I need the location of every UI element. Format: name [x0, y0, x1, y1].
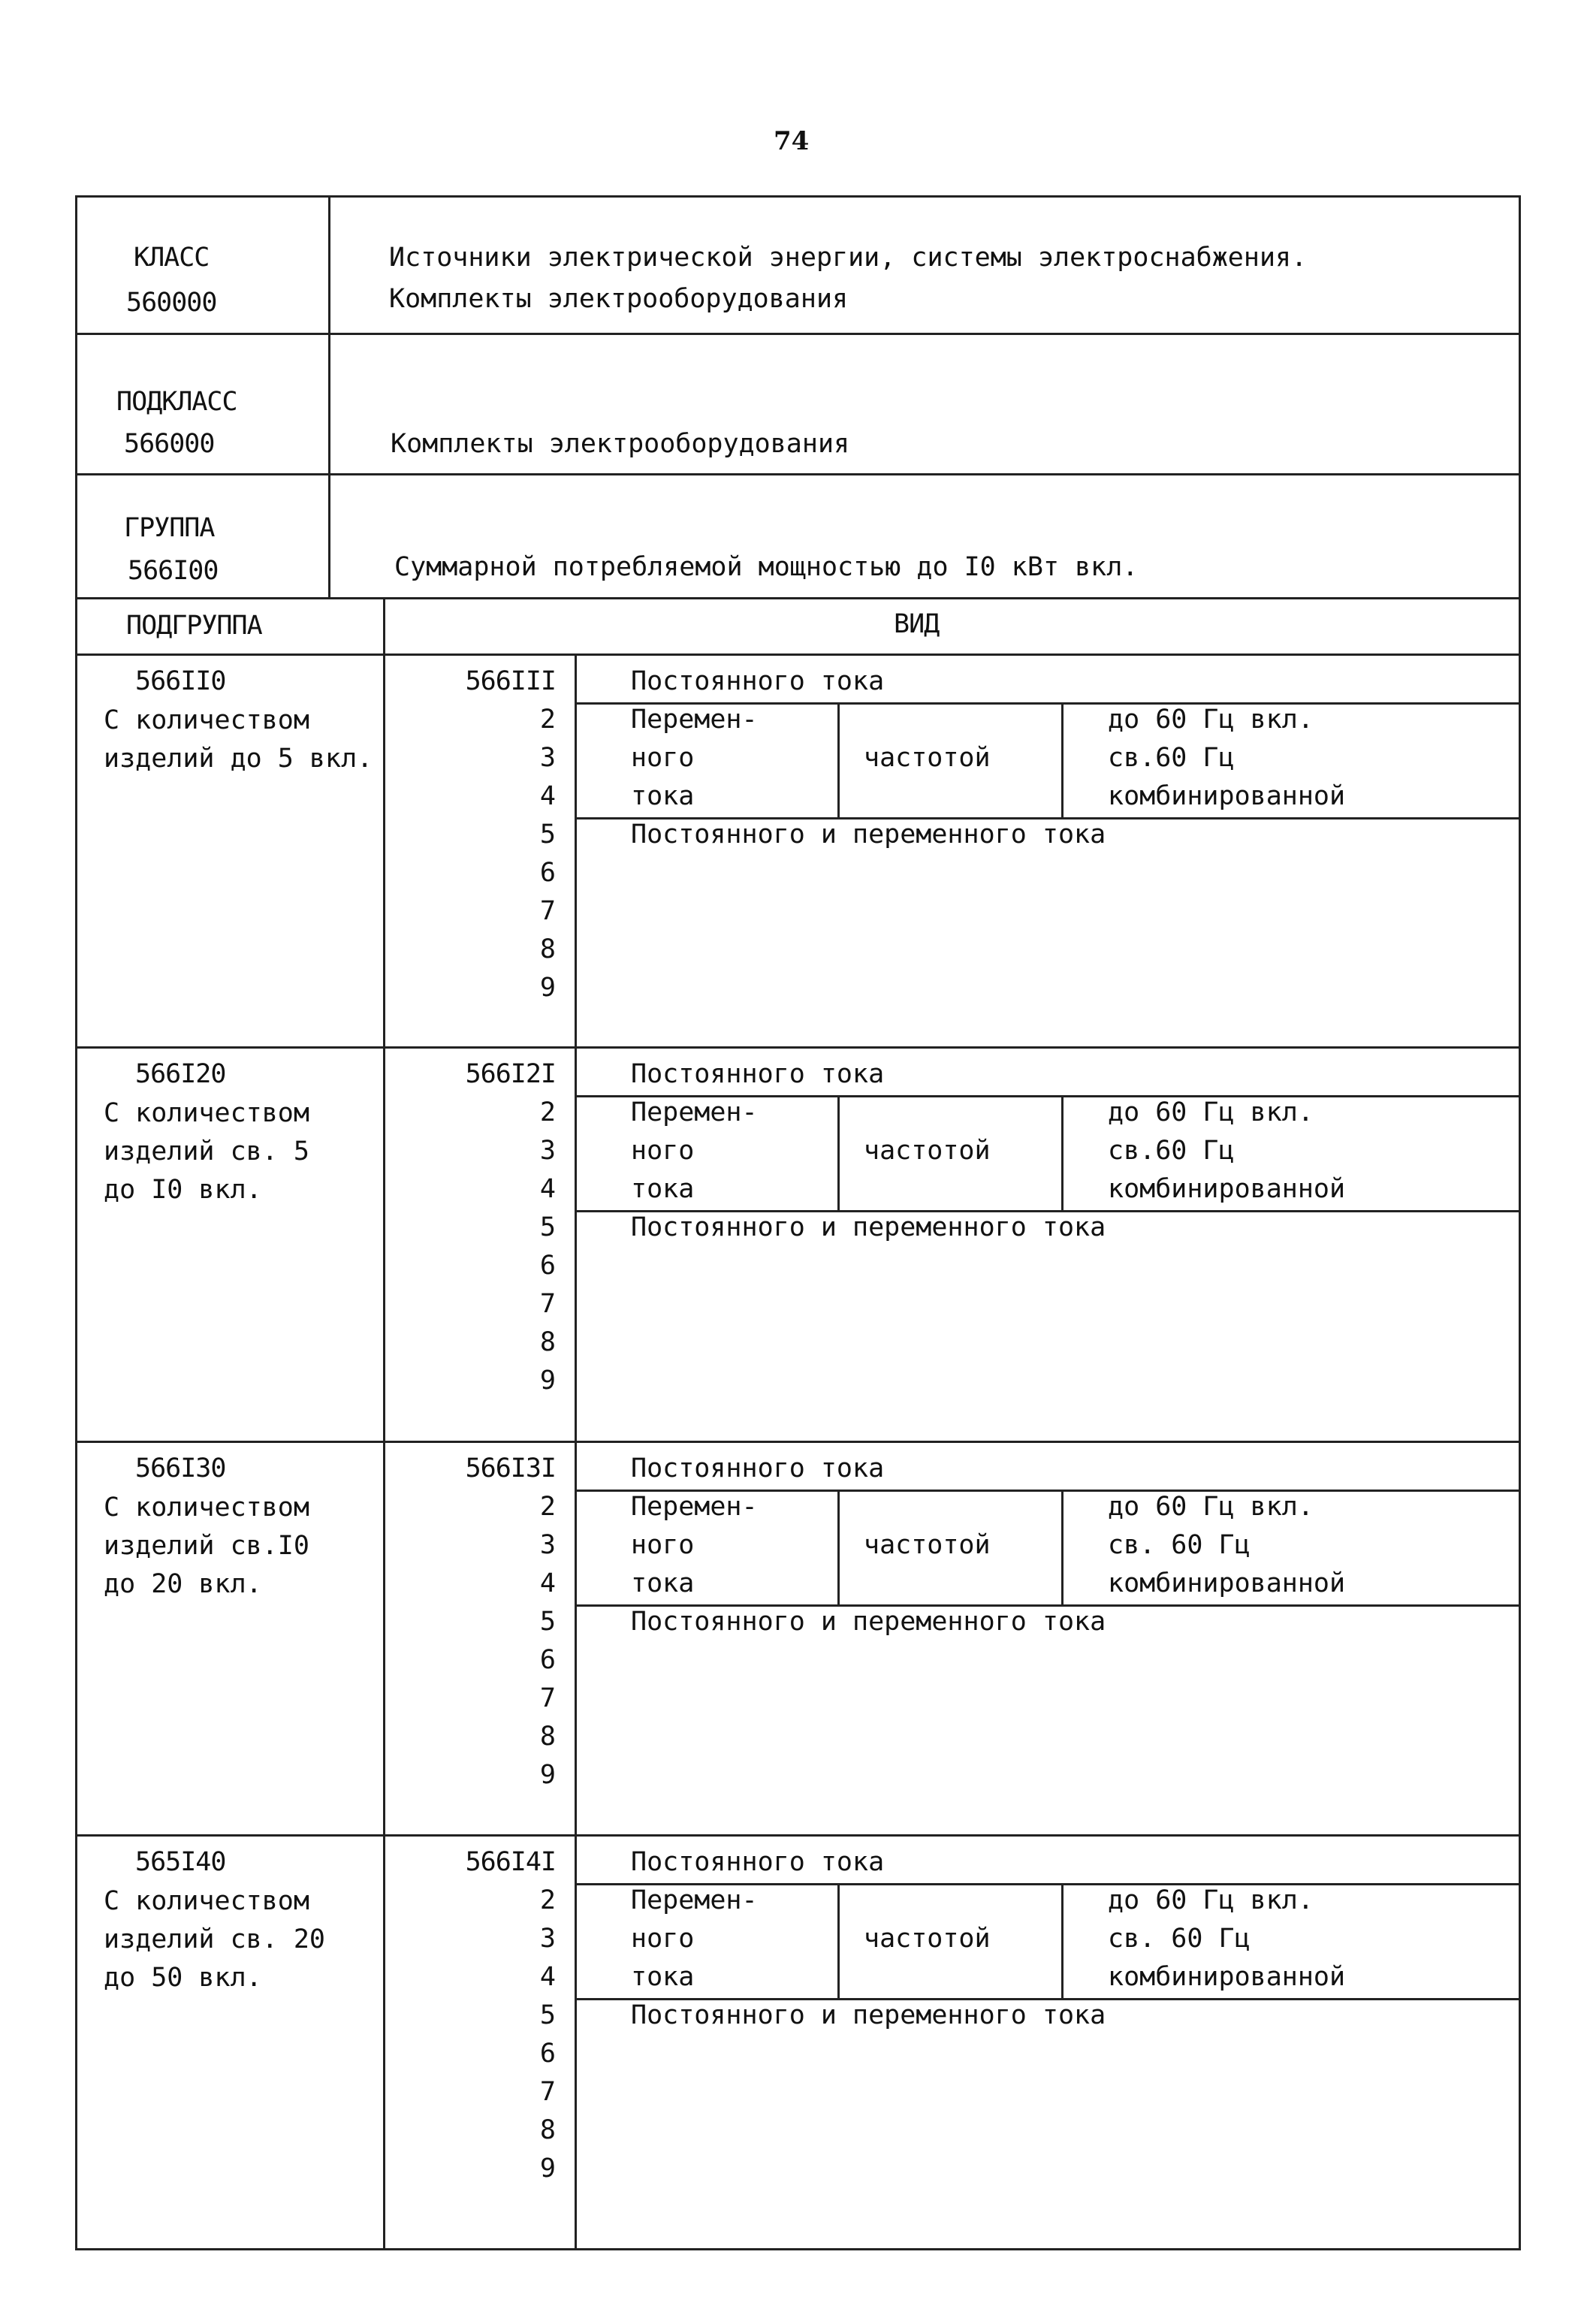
ac-label-line: ного: [631, 1136, 695, 1166]
freq-label: частотой: [864, 1924, 991, 1954]
type-code-suffix: 9: [539, 1760, 556, 1790]
type-code-suffix: 5: [539, 819, 556, 850]
subgroup-code: 565I40: [135, 1847, 226, 1877]
subgroup-description-line: С количеством: [104, 705, 309, 735]
freq-value: до 60 Гц вкл.: [1108, 1885, 1314, 1915]
subgroup-description-line: изделий св. 5: [104, 1136, 309, 1167]
freq-value: св.60 Гц: [1108, 743, 1235, 773]
subgroup-divider: [75, 1046, 1521, 1049]
freq-label: частотой: [864, 1530, 991, 1560]
subgroup-description-line: С количеством: [104, 1886, 309, 1916]
gruppa-text: Суммарной потребляемой мощностью до I0 кВт вкл.: [394, 552, 1139, 582]
type-code-suffix: 4: [539, 1174, 556, 1204]
freq-value: до 60 Гц вкл.: [1108, 1097, 1314, 1127]
dc-label: Постоянного тока: [631, 1847, 885, 1877]
row-divider: [75, 473, 1521, 475]
subgroup-description-line: С количеством: [104, 1493, 309, 1523]
page-number: 74: [774, 126, 810, 156]
ac-label-line: тока: [631, 781, 695, 811]
freq-value: комбинированной: [1108, 1568, 1346, 1598]
type-code-suffix: 4: [539, 1962, 556, 1992]
type-code-suffix: 6: [539, 1645, 556, 1675]
dc-label: Постоянного тока: [631, 1059, 885, 1089]
subgroup-description-line: изделий св.I0: [104, 1531, 309, 1561]
ac-label-line: тока: [631, 1174, 695, 1204]
ac-label-line: Перемен-: [631, 705, 758, 735]
combined-label: Постоянного и переменного тока: [631, 819, 1106, 850]
type-code-suffix: 2: [539, 1097, 556, 1127]
label-column-divider: [328, 195, 330, 597]
type-code-suffix: 2: [539, 705, 556, 735]
type-code-suffix: 8: [539, 2115, 556, 2145]
subgroup-description-line: изделий до 5 вкл.: [104, 744, 373, 774]
ac-label-line: ного: [631, 1924, 695, 1954]
code-column-divider: [575, 653, 577, 2250]
type-code-suffix: 8: [539, 1722, 556, 1752]
subgroup-divider: [75, 1834, 1521, 1837]
header-podgruppa: ПОДГРУППА: [126, 611, 262, 641]
freq-label: частотой: [864, 743, 991, 773]
type-code: 566I4I: [465, 1847, 556, 1877]
type-code-suffix: 7: [539, 896, 556, 926]
type-code-suffix: 3: [539, 1924, 556, 1954]
podklass-text: Комплекты электрооборудования: [391, 429, 850, 459]
type-code-suffix: 3: [539, 743, 556, 773]
combined-label: Постоянного и переменного тока: [631, 2000, 1106, 2030]
type-code-suffix: 3: [539, 1530, 556, 1560]
combined-label: Постоянного и переменного тока: [631, 1212, 1106, 1242]
type-code-suffix: 9: [539, 1366, 556, 1396]
subgroup-description-line: изделий св. 20: [104, 1924, 326, 1954]
type-code-suffix: 6: [539, 2039, 556, 2069]
ac-label-line: Перемен-: [631, 1492, 758, 1522]
type-code-suffix: 6: [539, 1251, 556, 1281]
freq-label: частотой: [864, 1136, 991, 1166]
dc-label: Постоянного тока: [631, 1453, 885, 1484]
ac-column-divider: [837, 1490, 840, 1604]
type-code-suffix: 9: [539, 973, 556, 1003]
type-code-suffix: 9: [539, 2154, 556, 2184]
ac-label-line: тока: [631, 1568, 695, 1598]
row-divider: [75, 333, 1521, 335]
freq-value: св.60 Гц: [1108, 1136, 1235, 1166]
subgroup-code: 566II0: [135, 666, 226, 696]
type-code-suffix: 8: [539, 1327, 556, 1357]
ac-label-line: Перемен-: [631, 1097, 758, 1127]
row-divider: [75, 653, 1521, 656]
type-code-suffix: 8: [539, 934, 556, 964]
freq-column-divider: [1061, 1095, 1063, 1210]
type-code-suffix: 4: [539, 781, 556, 811]
subgroup-description-line: до 50 вкл.: [104, 1963, 262, 1993]
type-code-suffix: 7: [539, 2077, 556, 2107]
subgroup-description-line: С количеством: [104, 1098, 309, 1128]
type-code-suffix: 5: [539, 1212, 556, 1242]
freq-value: св. 60 Гц: [1108, 1924, 1251, 1954]
type-code-suffix: 6: [539, 858, 556, 888]
freq-value: комбинированной: [1108, 781, 1346, 811]
ac-label-line: ного: [631, 743, 695, 773]
type-code-suffix: 3: [539, 1136, 556, 1166]
type-code-suffix: 7: [539, 1289, 556, 1319]
ac-label-line: Перемен-: [631, 1885, 758, 1915]
klass-text-line2: Комплекты электрооборудования: [389, 284, 849, 314]
dc-label: Постоянного тока: [631, 666, 885, 696]
freq-column-divider: [1061, 702, 1063, 817]
ac-column-divider: [837, 702, 840, 817]
podklass-label: ПОДКЛАСС: [116, 387, 237, 417]
ac-label-line: ного: [631, 1530, 695, 1560]
freq-value: до 60 Гц вкл.: [1108, 1492, 1314, 1522]
gruppa-code: 566I00: [128, 556, 219, 586]
freq-column-divider: [1061, 1883, 1063, 1998]
freq-value: комбинированной: [1108, 1962, 1346, 1992]
ac-column-divider: [837, 1883, 840, 1998]
type-code-suffix: 2: [539, 1492, 556, 1522]
type-code-suffix: 5: [539, 2000, 556, 2030]
subgroup-code: 566I30: [135, 1453, 226, 1484]
type-code-suffix: 4: [539, 1568, 556, 1598]
type-code-suffix: 5: [539, 1607, 556, 1637]
subgroup-description-line: до 20 вкл.: [104, 1569, 262, 1599]
gruppa-label: ГРУППА: [124, 513, 215, 543]
subgroup-divider: [75, 1441, 1521, 1443]
freq-value: комбинированной: [1108, 1174, 1346, 1204]
ac-label-line: тока: [631, 1962, 695, 1992]
podklass-code: 566000: [124, 429, 215, 459]
type-code: 566I3I: [465, 1453, 556, 1484]
subgroup-description-line: до I0 вкл.: [104, 1175, 262, 1205]
klass-label: КЛАСС: [134, 243, 210, 273]
freq-value: до 60 Гц вкл.: [1108, 705, 1314, 735]
header-vid: ВИД: [894, 609, 940, 639]
klass-text-line1: Источники электрической энергии, системы электроснабжения.: [389, 243, 1308, 273]
freq-column-divider: [1061, 1490, 1063, 1604]
row-divider: [75, 597, 1521, 599]
type-code-suffix: 2: [539, 1885, 556, 1915]
subgroup-column-divider: [383, 597, 385, 2250]
freq-value: св. 60 Гц: [1108, 1530, 1251, 1560]
combined-label: Постоянного и переменного тока: [631, 1607, 1106, 1637]
type-code: 566III: [465, 666, 556, 696]
type-code-suffix: 7: [539, 1683, 556, 1713]
ac-column-divider: [837, 1095, 840, 1210]
subgroup-code: 566I20: [135, 1059, 226, 1089]
type-code: 566I2I: [465, 1059, 556, 1089]
klass-code: 560000: [126, 288, 217, 318]
